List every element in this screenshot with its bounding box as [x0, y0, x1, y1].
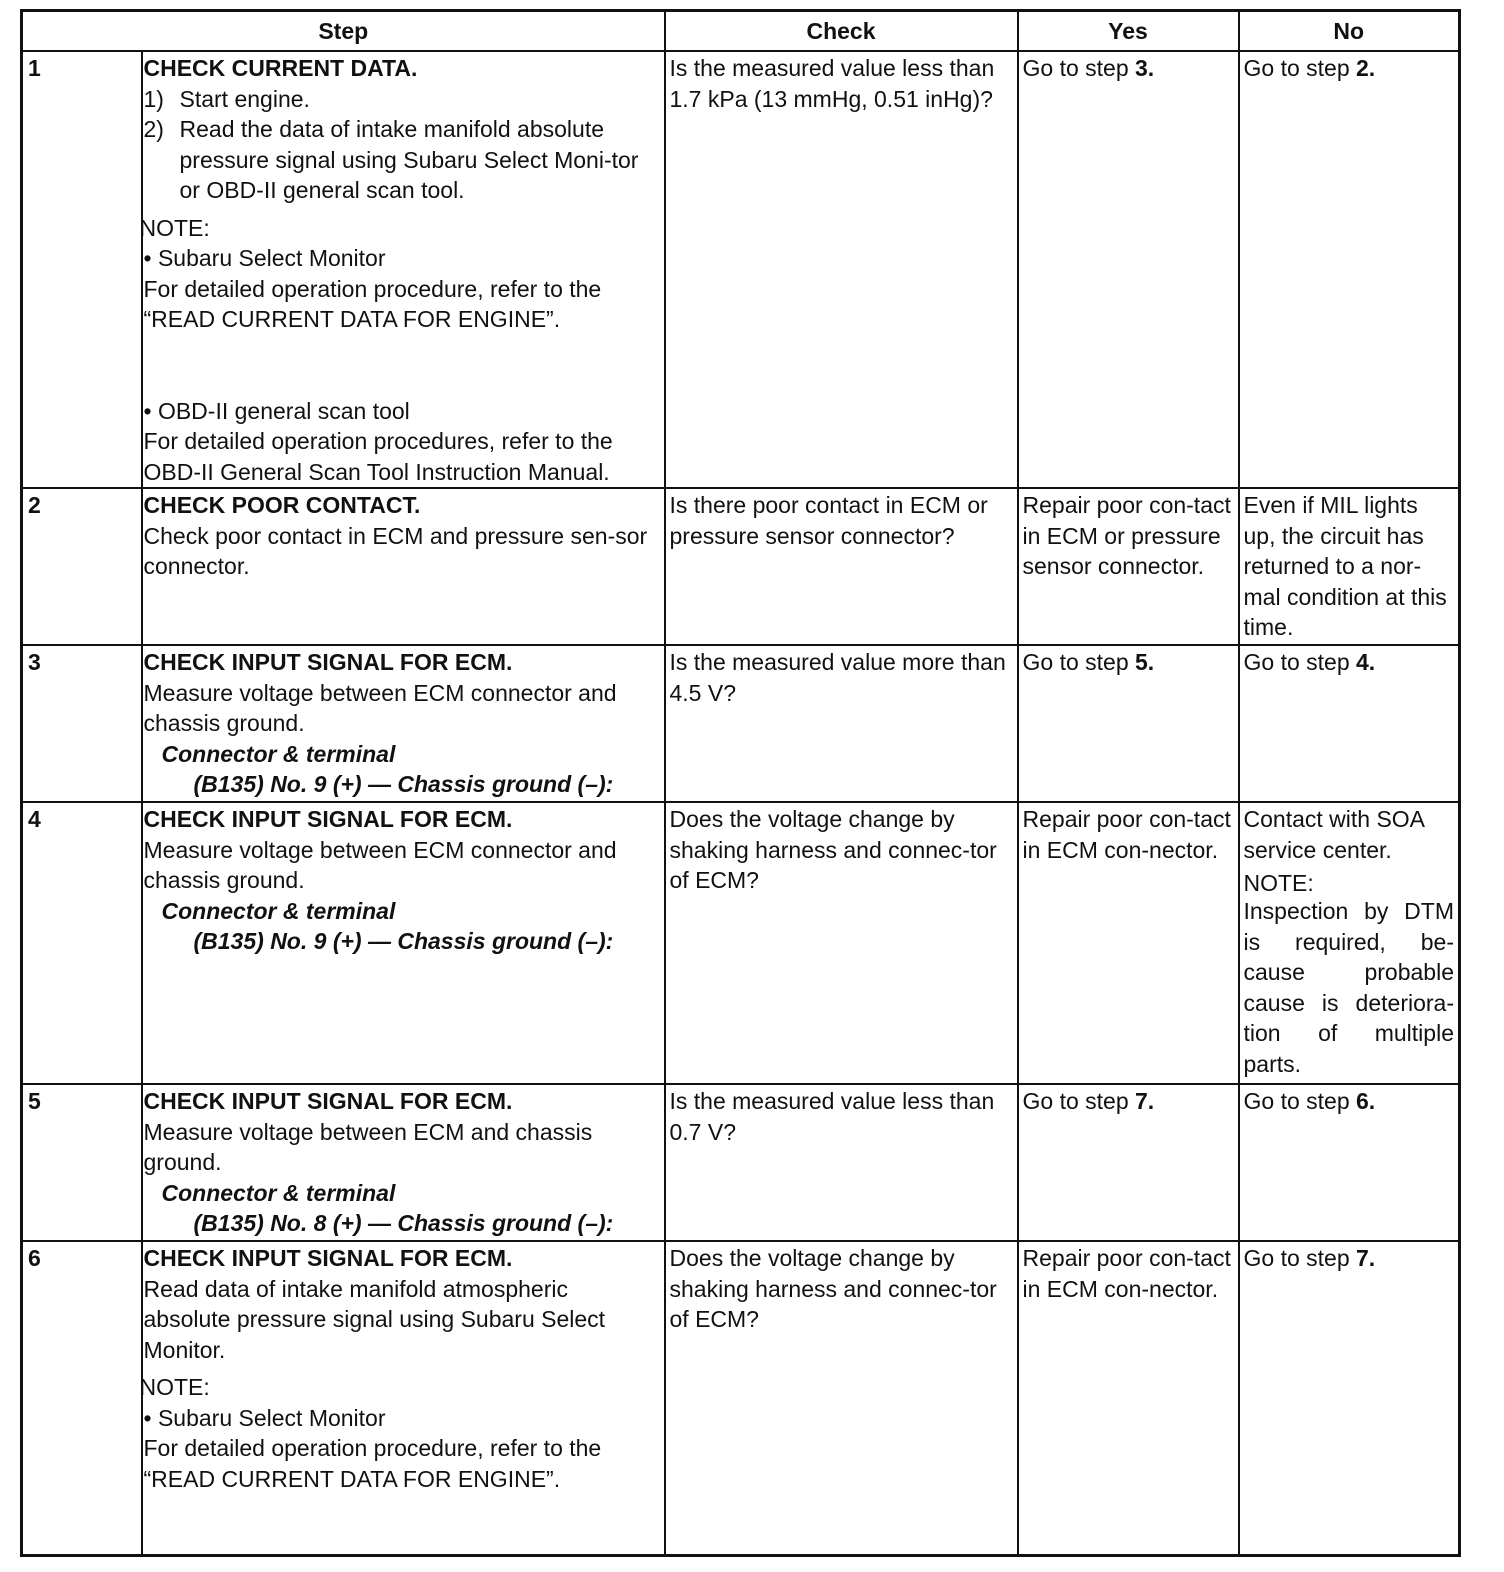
step-number: 1: [22, 51, 142, 488]
goto-step: 4.: [1356, 649, 1376, 675]
note-text: Inspection by DTM is required, be-cause probable cause is deteriora-tion of multiple parts.: [1243, 898, 1454, 1077]
no-text: Contact with SOA service center.: [1243, 806, 1424, 863]
header-row: [22, 11, 1460, 52]
yes-cell: [1018, 51, 1239, 488]
note-text: For detailed operation procedure, refer to the “READ CURRENT DATA FOR ENGINE”.: [143, 275, 602, 332]
no-cell: [1239, 645, 1460, 802]
goto-step: 2.: [1356, 55, 1376, 81]
note-label: NOTE:: [1243, 870, 1314, 896]
step-title: CHECK POOR CONTACT.: [143, 492, 421, 518]
table-row: [22, 1241, 1460, 1555]
list-item: [144, 114, 660, 206]
header-no: No: [1239, 11, 1460, 52]
goto-text: Go to step: [1022, 55, 1136, 81]
step-number: 6: [22, 1241, 142, 1555]
step-body: Measure voltage between ECM connector and chassis ground.: [143, 679, 617, 736]
note-label: NOTE:: [139, 1374, 210, 1400]
yes-cell: [1018, 1084, 1239, 1241]
step-body: Measure voltage between ECM and chassis ground.: [143, 1118, 593, 1175]
no-cell: Even if MIL lights up, the circuit has returned to a nor-mal condition at this time.: [1239, 488, 1460, 645]
step-title: CHECK INPUT SIGNAL FOR ECM.: [143, 806, 513, 832]
step-cell: [139, 51, 665, 488]
list-number: 1): [143, 85, 164, 112]
table-row: [22, 645, 1460, 802]
step-title: CHECK INPUT SIGNAL FOR ECM.: [143, 1088, 513, 1114]
step-body: Read data of intake manifold atmospheric absolute pressure signal using Subaru Select Monitor.: [143, 1275, 606, 1363]
note-text: For detailed operation procedure, refer to the “READ CURRENT DATA FOR ENGINE”.: [143, 1435, 602, 1492]
goto-step: 7.: [1356, 1245, 1376, 1271]
no-cell: [1239, 1241, 1460, 1555]
table-row: [22, 488, 1460, 645]
yes-cell: Repair poor con-tact in ECM or pressure sensor connector.: [1018, 488, 1239, 645]
step-cell: [142, 645, 665, 802]
step-body: Check poor contact in ECM and pressure sen-sor connector.: [143, 522, 648, 579]
goto-text: Go to step: [1243, 55, 1357, 81]
connector-terminal-value: (B135) No. 9 (+) — Chassis ground (–):: [193, 771, 614, 797]
check-cell: Is the measured value more than 4.5 V?: [665, 645, 1018, 802]
connector-terminal-label: Connector & terminal: [161, 740, 396, 767]
connector-terminal-label: Connector & terminal: [161, 897, 396, 924]
goto-text: Go to step: [1022, 1088, 1136, 1114]
table-row: [22, 1084, 1460, 1241]
goto-step: 5.: [1135, 649, 1155, 675]
list-item: [144, 84, 660, 115]
connector-terminal-label: Connector & terminal: [161, 1179, 396, 1206]
yes-cell: Repair poor con-tact in ECM con-nector.: [1018, 1241, 1239, 1555]
note-bullet: • Subaru Select Monitor: [143, 1404, 386, 1431]
check-cell: Does the voltage change by shaking harness and connec-tor of ECM?: [665, 1241, 1018, 1555]
note-bullet: • OBD-II general scan tool: [143, 397, 410, 424]
goto-step: 6.: [1356, 1088, 1376, 1114]
connector-terminal-value: (B135) No. 8 (+) — Chassis ground (–):: [193, 1210, 614, 1236]
goto-text: Go to step: [1022, 649, 1136, 675]
step-number: 5: [22, 1084, 142, 1241]
goto-text: Go to step: [1243, 1245, 1357, 1271]
step-number: 2: [22, 488, 142, 645]
check-cell: Is there poor contact in ECM or pressure sensor connector?: [665, 488, 1018, 645]
goto-text: Go to step: [1243, 649, 1357, 675]
spacer: [144, 335, 660, 396]
list-number: 2): [143, 116, 164, 142]
no-cell: [1239, 1084, 1460, 1241]
step-cell: [142, 1084, 665, 1241]
connector-terminal-value: (B135) No. 9 (+) — Chassis ground (–):: [193, 928, 614, 954]
step-cell: [142, 802, 665, 1084]
goto-step: 7.: [1135, 1088, 1155, 1114]
diagnostic-table: [20, 9, 1461, 1557]
step-cell: [142, 488, 665, 645]
table-row: [22, 51, 1460, 488]
check-cell: Does the voltage change by shaking harness and connec-tor of ECM?: [665, 802, 1018, 1084]
note-bullet: • Subaru Select Monitor: [143, 245, 386, 271]
table-row: [22, 802, 1460, 1084]
step-number: 4: [22, 802, 142, 1084]
step-title: CHECK INPUT SIGNAL FOR ECM.: [143, 649, 513, 675]
yes-cell: [1018, 645, 1239, 802]
header-step: Step: [22, 11, 665, 52]
step-body: Measure voltage between ECM connector and chassis ground.: [143, 836, 617, 893]
list-text: Start engine.: [179, 85, 310, 112]
no-cell: [1239, 802, 1460, 1084]
yes-cell: Repair poor con-tact in ECM con-nector.: [1018, 802, 1239, 1084]
no-cell: [1239, 51, 1460, 488]
goto-step: 3.: [1135, 55, 1155, 81]
header-check: Check: [665, 11, 1018, 52]
note-label: NOTE:: [139, 214, 210, 241]
step-title: CHECK CURRENT DATA.: [143, 55, 418, 81]
step-number: 3: [22, 645, 142, 802]
check-cell: Is the measured value less than 1.7 kPa (13 mmHg, 0.51 inHg)?: [665, 51, 1018, 488]
header-yes: Yes: [1018, 11, 1239, 52]
step-title: CHECK INPUT SIGNAL FOR ECM.: [143, 1245, 513, 1271]
goto-text: Go to step: [1243, 1088, 1357, 1114]
list-text: Read the data of intake manifold absolute pressure signal using Subaru Select Moni-tor or OBD-II general scan tool.: [179, 116, 639, 203]
check-cell: Is the measured value less than 0.7 V?: [665, 1084, 1018, 1241]
step-cell: [139, 1241, 665, 1555]
note-text: For detailed operation procedures, refer to the OBD-II General Scan Tool Instruction Manual.: [143, 428, 613, 485]
